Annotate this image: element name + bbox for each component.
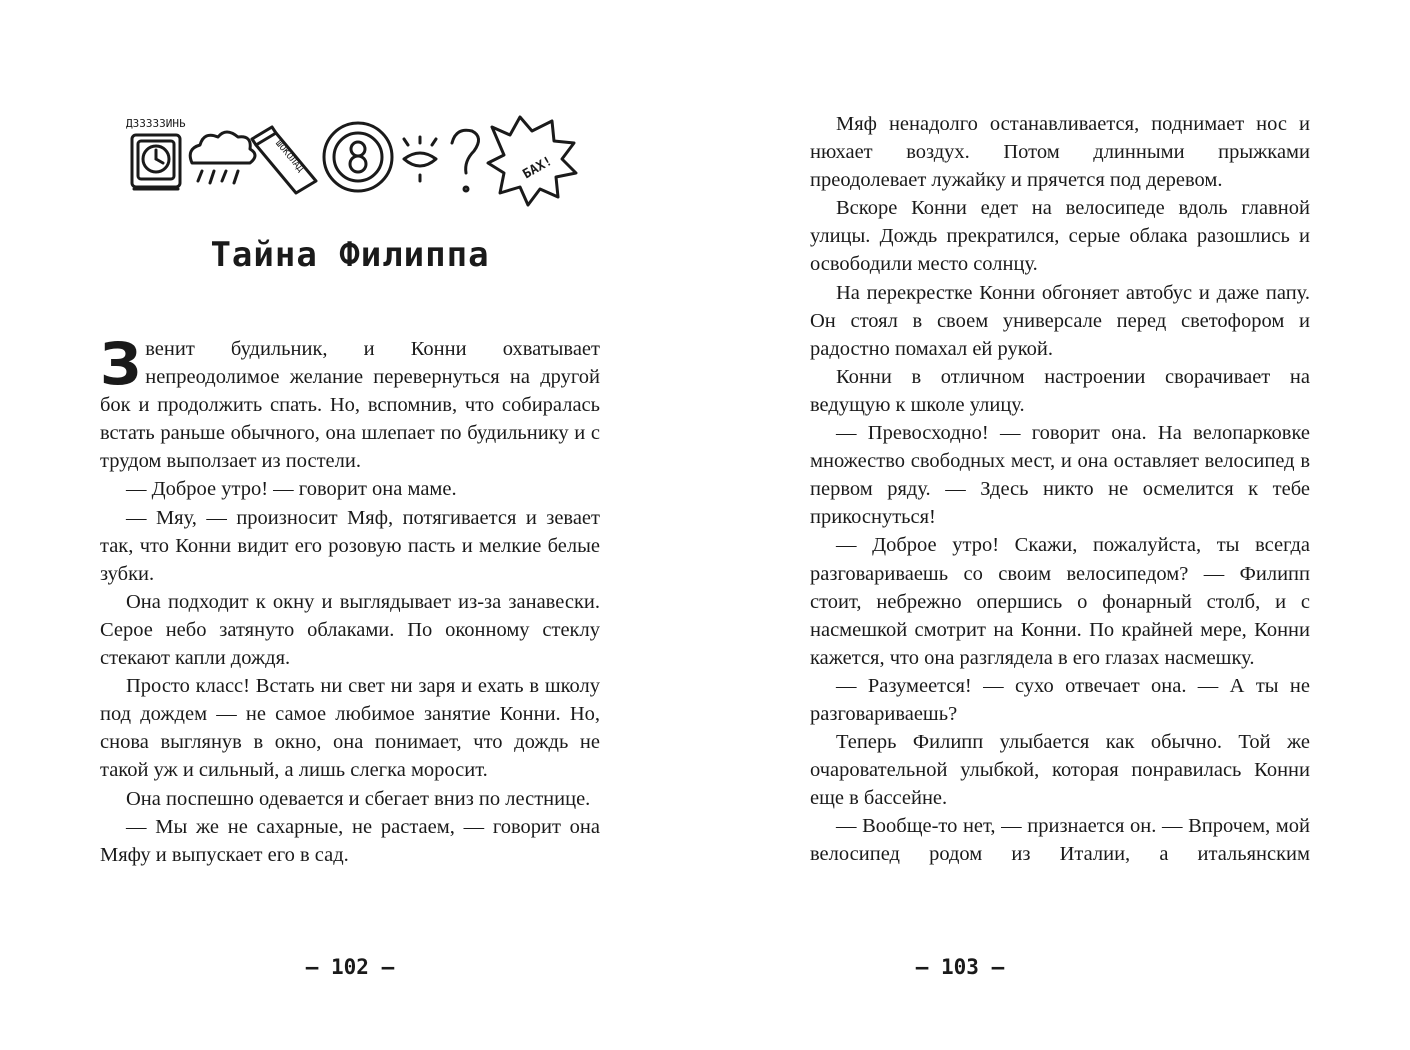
paragraph: Конни в отличном настроении сворачивает на ведущую к школе улицу.: [810, 365, 1310, 416]
paragraph: — Вообще-то нет, — признается он. — Впрочем, мой велосипед родом из Италии, а итальянским: [810, 815, 1310, 866]
paragraph: Теперь Филипп улыбается как обычно. Той же очаровательной улыбкой, которая понравилась Конни еще в бассейне.: [810, 731, 1310, 810]
bang-text: БАХ!: [520, 153, 555, 183]
paragraph: На перекрестке Конни обгоняет автобус и даже папу. Он стоял в своем универсале перед светофором и радостно помахал ей рукой.: [810, 281, 1310, 360]
paragraph: — Мы же не сахарные, не растаем, — говорит она Мяфу и выпускает его в сад.: [100, 815, 600, 866]
paragraph: — Превосходно! — говорит она. На велопарковке множество свободных мест, и она оставляет велосипед в первом ряду. — Здесь никто не осмелится к тебе прикоснуться!: [810, 422, 1310, 529]
chapter-title: Тайна Филиппа: [210, 235, 490, 275]
page-number: – 103 –: [915, 955, 1005, 979]
paragraph: — Мяу, — произносит Мяф, потягивается и зевает так, что Конни видит его розовую пасть и мелкие белые зубки.: [100, 506, 600, 585]
chocolate-label: ШОКОЛАД: [273, 138, 306, 175]
right-page-text: [810, 110, 1310, 869]
alarm-sound-text: ДЗЗЗЗЗИНЬ: [126, 117, 186, 130]
paragraph: Просто класс! Встать ни свет ни заря и ехать в школу под дождем — не самое любимое занятие Конни. Но, снова выглянув в окно, она понимает, что дождь не такой уж и сильный, а лишь слегка моросит.: [100, 675, 600, 782]
paragraph: Она поспешно одевается и сбегает вниз по лестнице.: [126, 787, 591, 810]
paragraph: Она подходит к окну и выглядывает из-за занавески. Серое небо затянуто облаками. По оконному стеклу стекают капли дождя.: [100, 590, 600, 670]
paragraph-text: венит будильник, и Конни охватывает непреодолимое желание перевернуться на другой бок и продолжить спать. Но, вспомнив, что собиралась встать раньше обычного, она шлепает по будильнику и с трудом выползает из постели.: [100, 338, 600, 473]
paragraph: Вскоре Конни едет на велосипеде вдоль главной улицы. Дождь прекратился, серые облака разошлись и освободили место солнцу.: [810, 197, 1310, 276]
paragraph: — Доброе утро! — говорит она маме.: [126, 478, 457, 501]
paragraph: — Доброе утро! Скажи, пожалуйста, ты всегда разговариваешь со своим велосипедом? — Филипп стоит, небрежно опершись о фонарный столб, и с насмешкой смотрит на Конни. По крайней мере, Конни кажется, что она разглядела в его глазах насмешку.: [810, 534, 1310, 669]
drop-cap: З: [100, 330, 142, 398]
paragraph: Мяф ненадолго останавливается, поднимает нос и нюхает воздух. Потом длинными прыжками преодолевает лужайку и прячется под деревом.: [810, 113, 1310, 192]
paragraph: — Разумеется! — сухо отвечает она. — А ты не разговариваешь?: [810, 674, 1310, 725]
page-number: – 102 –: [305, 955, 395, 979]
